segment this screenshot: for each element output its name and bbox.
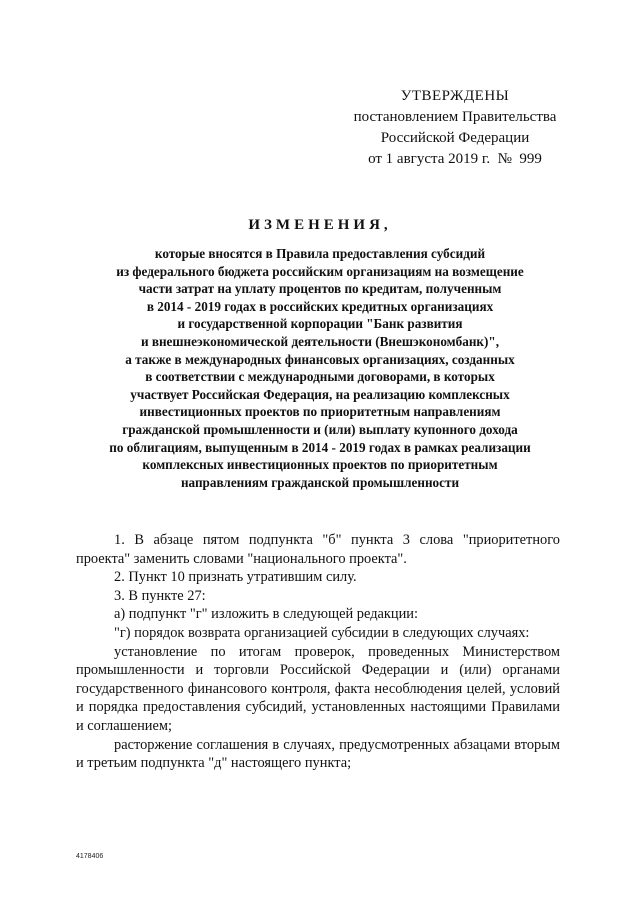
subtitle-line: и внешнеэкономической деятельности (Внешэкономбанк)", [140,333,500,349]
document-heading: ИЗМЕНЕНИЯ, [248,217,392,233]
approval-title: УТВЕРЖДЕНЫ [400,88,510,104]
subtitle-line: инвестиционных проектов по приоритетным направлениям [139,404,501,420]
subtitle-line: а также в международных финансовых организациях, созданных [125,351,515,367]
approval-decree: от 1 августа 2019 г. № 999 [368,151,542,167]
subtitle-line: гражданской промышленности и (или) выплату купонного дохода [122,421,518,437]
document-subtitle [50,245,590,491]
body-paragraph: а) подпункт "г" изложить в следующей редакции: [114,606,419,623]
subtitle-line: по облигациям, выпущенным в 2014 - 2019 годах в рамках реализации [109,439,531,455]
subtitle-line: из федерального бюджета российским организациям на возмещение [116,263,524,279]
subtitle-line: в соответствии с международными договорами, в которых [145,369,495,385]
body-paragraph: 1. В абзаце пятом подпункта "б" пункта 3 слова "приоритетного проекта" заменить словами "национального проекта". [76,532,560,567]
subtitle-line: и государственной корпорации "Банк развития [177,316,463,332]
body-paragraph: расторжение соглашения в случаях, предусмотренных абзацами вторым и третьим подпункта "д" настоящего пункта; [76,736,560,772]
subtitle-line: комплексных инвестиционных проектов по приоритетным [142,457,498,473]
subtitle-line: в 2014 - 2019 годах в российских кредитных организациях [146,298,494,314]
approval-block [330,86,580,170]
subtitle-line: участвует Российская Федерация, на реализацию комплексных [130,386,510,402]
approval-line-1: постановлением Правительства [353,109,557,125]
body-paragraph: 2. Пункт 10 признать утратившим силу. [114,569,357,586]
subtitle-line: части затрат на уплату процентов по кредитам, полученным [138,281,502,297]
body-paragraph: "г) порядок возврата организацией субсидии в следующих случаях: [114,624,530,641]
document-code: 4178406 [76,853,104,860]
approval-line-2: Российской Федерации [380,130,530,146]
subtitle-line: направлениям гражданской промышленности [180,474,460,490]
subtitle-line: которые вносятся в Правила предоставления субсидий [154,246,486,261]
body-paragraph: 3. В пункте 27: [114,587,206,604]
document-body [76,531,560,773]
body-paragraph: установление по итогам проверок, проведенных Министерством промышленности и торговли Российской Федерации и (или) органами государственного финансового контроля, факта несоблюдения целей, условий и порядка предоставления субсидий, установленных настоящими Правилами и соглашением; [76,643,560,734]
